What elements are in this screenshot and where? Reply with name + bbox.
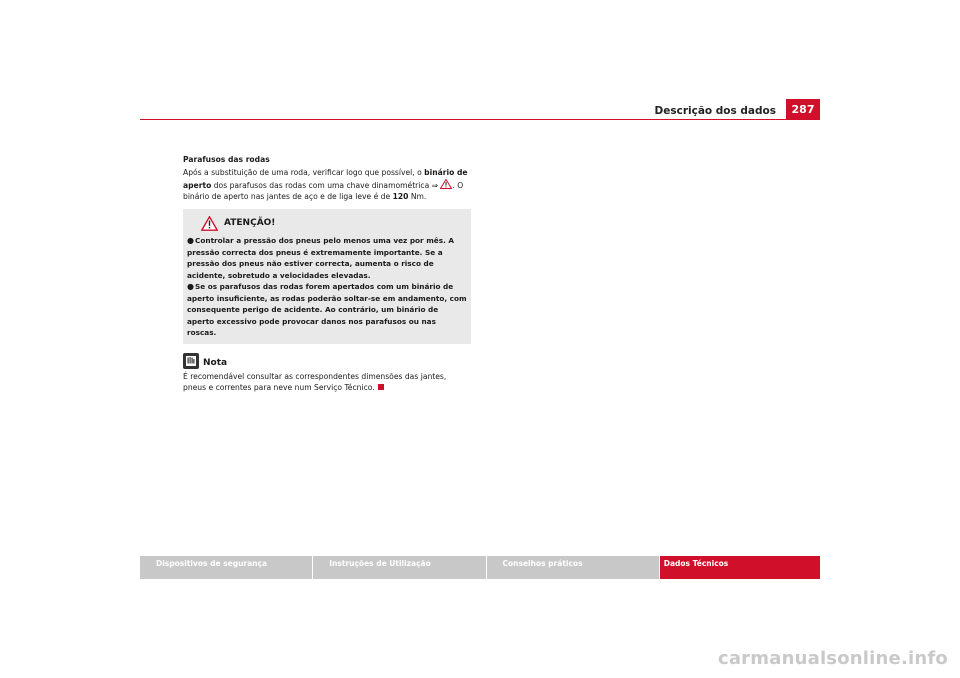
warning-triangle-icon bbox=[440, 179, 452, 189]
bullet-icon: ● bbox=[187, 282, 194, 292]
watermark: carmanualsonline.info bbox=[717, 648, 948, 669]
intro-text-3: . O binário de aperto nas jantes de aço e de liga leve é de bbox=[183, 180, 464, 201]
warning-title: ATENÇÃO! bbox=[224, 217, 276, 228]
page-header-title: Descrição dos dados bbox=[654, 105, 776, 117]
footer-tab-seguranca[interactable]: Dispositivos de segurança bbox=[140, 556, 312, 579]
warning-header bbox=[187, 215, 467, 231]
note-text: É recomendável consultar as correspondentes dimensões das jantes, pneus e correntes para neve num Serviço Técnico. bbox=[183, 371, 447, 392]
intro-bold-value: 120 bbox=[392, 191, 409, 201]
bullet-icon: ● bbox=[187, 236, 194, 246]
intro-text-1: Após a substituição de uma roda, verificar logo que possível, o bbox=[183, 168, 425, 178]
section-title: Parafusos das rodas bbox=[183, 155, 270, 164]
warning-triangle-icon bbox=[201, 216, 218, 231]
intro-text-2: dos parafusos das rodas com uma chave dinamométrica ⇒ bbox=[211, 180, 441, 190]
end-of-section-icon bbox=[378, 384, 384, 390]
footer-tab-instrucoes[interactable]: Instruções de Utilização bbox=[313, 556, 485, 579]
warning-box bbox=[183, 209, 471, 344]
footer-tab-dados-tecnicos[interactable]: Dados Técnicos bbox=[660, 556, 820, 579]
note-title: Nota bbox=[203, 357, 228, 368]
intro-paragraph bbox=[183, 167, 471, 202]
note-paragraph bbox=[183, 371, 471, 394]
warning-item-text: Controlar a pressão dos pneus pelo menos uma vez por mês. A pressão correcta dos pneus é extremamente importante. Se a pressão dos pneus não estiver correcta, aumenta o risco de acidente, sobretudo a velocidades elevadas. bbox=[187, 236, 455, 280]
page-number-badge: 287 bbox=[786, 99, 820, 119]
intro-bold-torque: binário de aperto bbox=[183, 168, 468, 190]
note-header bbox=[183, 351, 471, 369]
footer-tab-conselhos[interactable]: Conselhos práticos bbox=[487, 556, 659, 579]
warning-item bbox=[187, 235, 467, 281]
note-icon bbox=[183, 353, 199, 369]
main-content bbox=[183, 154, 471, 393]
header-divider bbox=[140, 119, 820, 120]
footer-nav bbox=[140, 556, 820, 579]
warning-item-text: Se os parafusos das rodas forem apertados com um binário de aperto insuficiente, as rodas poderão soltar-se em andamento, com consequente perigo de acidente. Ao contrário, um binário de aperto excessivo pode provocar danos nos parafusos ou nas roscas. bbox=[187, 282, 467, 338]
warning-item bbox=[187, 281, 467, 339]
intro-text-4: Nm. bbox=[408, 191, 427, 201]
